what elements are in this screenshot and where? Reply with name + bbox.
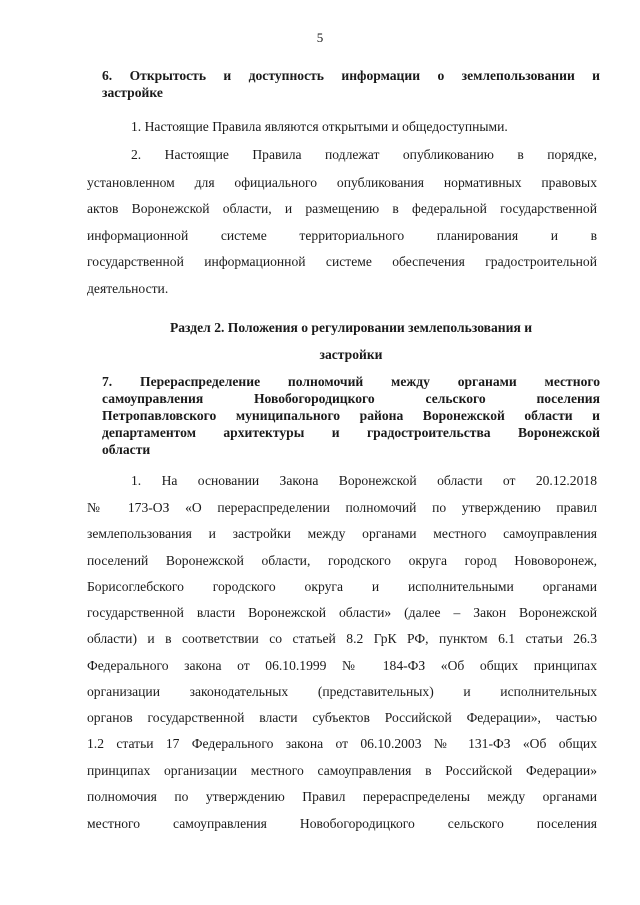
section-7-paragraph-1-line: 1. На основании Закона Воронежской области от 20.12.2018 [131,473,597,488]
section-6-paragraph-2-line: деятельности. [87,281,169,296]
page-number: 5 [316,30,324,45]
section-7-paragraph-1-line: полномочия по утверждению Правил перераспределены между органами [87,789,597,804]
section-7-paragraph-1-line: № 173-ОЗ «О перераспределении полномочий по утверждению правил [87,500,597,515]
section-7-paragraph-1-line: организации законодательных (представительных) и исполнительных [87,684,597,699]
section-7-heading-line: департаментом архитектуры и градостроительства Воронежской [102,425,600,440]
section-7-paragraph-1-line: государственной власти Воронежской области» (далее – Закон Воронежской [87,605,597,620]
section-7-paragraph-1-line: местного самоуправления Новобогородицкого сельского поселения [87,816,597,831]
section-6-paragraph-2-line: государственной информационной системе обеспечения градостроительной [87,254,597,269]
section-6-paragraph-1: 1. Настоящие Правила являются открытыми и общедоступными. [131,119,508,134]
section-7-paragraph-1-line: области) и в соответствии со статьей 8.2 ГрК РФ, пунктом 6.1 статьи 26.3 [87,631,597,646]
part-2-title-line-2: застройки [319,347,383,362]
section-6-paragraph-2-line: установленном для официального опубликования нормативных правовых [87,175,597,190]
section-6-heading [102,67,600,101]
section-7-heading-line: самоуправления Новобогородицкого сельского поселения [102,391,600,406]
section-7-heading-line: Петропавловского муниципального района Воронежской области и [102,408,600,423]
section-7-paragraph-1-line: Борисоглебского городского округа и исполнительными органами [87,579,597,594]
section-7-paragraph-1-line: поселений Воронежской области, городского округа город Нововоронеж, [87,553,597,568]
section-7-paragraph-1-line: Федерального закона от 06.10.1999 № 184-ФЗ «Об общих принципах [87,658,597,673]
section-6-heading-line: застройке [102,85,163,100]
section-7-paragraph-1-line: землепользования и застройки между органами местного самоуправления [87,526,597,541]
section-7-heading-line: 7. Перераспределение полномочий между органами местного [102,374,600,389]
section-6-paragraph-2-line: актов Воронежской области, и размещению в федеральной государственной [87,201,597,216]
part-2-title: Раздел 2. Положения о регулировании землепользования и [169,320,533,335]
section-7-paragraph-1-line: органов государственной власти субъектов Российской Федерации», частью [87,710,597,725]
section-7-heading [102,373,600,458]
section-7-paragraph-1-line: принципах организации местного самоуправления в Российской Федерации» [87,763,597,778]
section-7-heading-line: области [102,442,151,457]
section-7-paragraph-1-line: 1.2 статьи 17 Федерального закона от 06.10.2003 № 131-ФЗ «Об общих [87,736,597,751]
section-6-heading-line: 6. Открытость и доступность информации о землепользовании и [102,68,600,83]
section-6-paragraph-2-line: информационной системе территориального планирования и в [87,228,597,243]
section-6-paragraph-2-line: 2. Настоящие Правила подлежат опубликованию в порядке, [131,147,597,162]
